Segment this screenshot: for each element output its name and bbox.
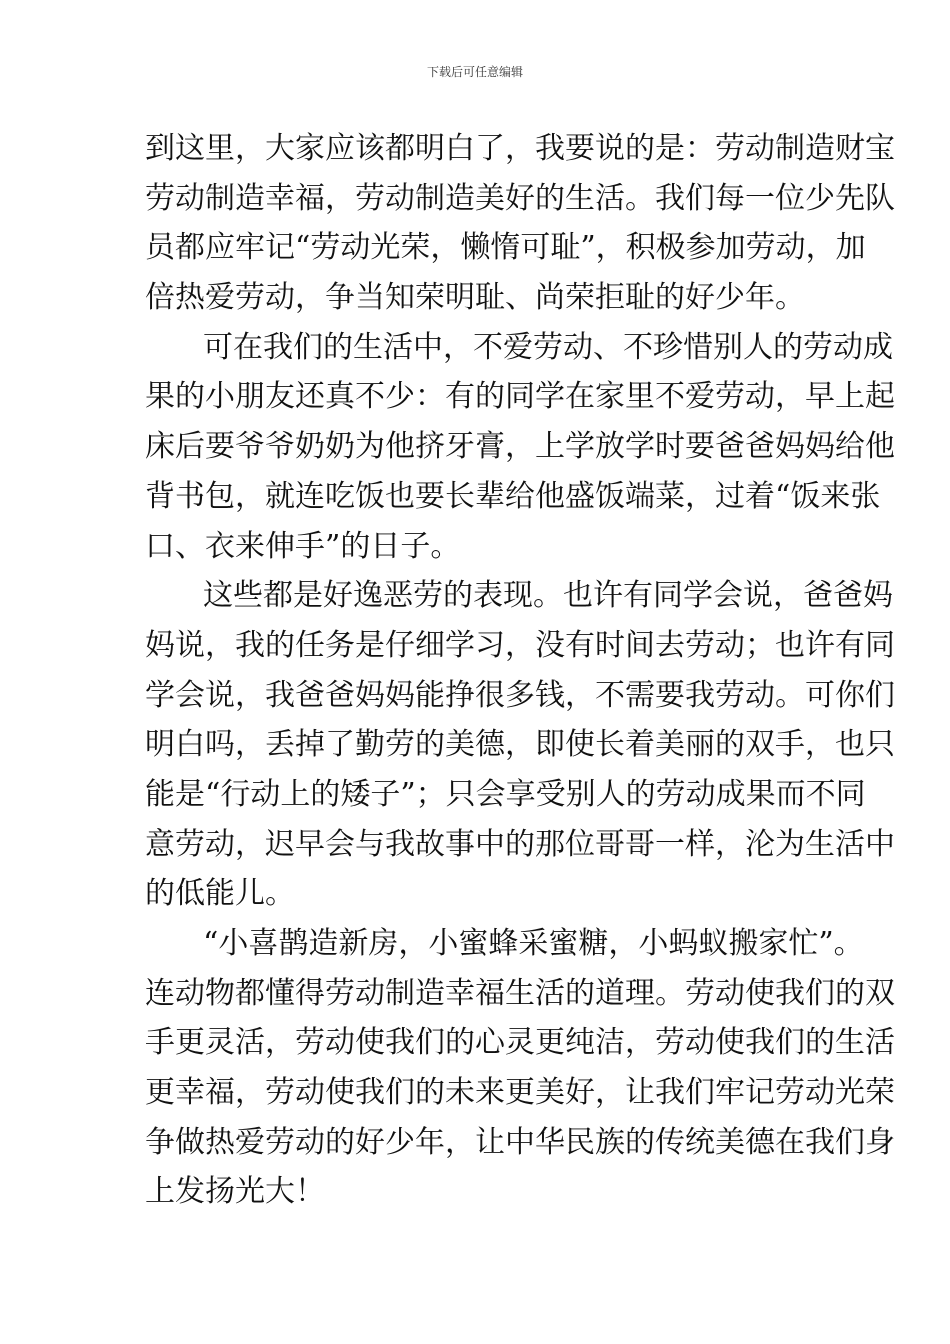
text-line: 学会说，我爸爸妈妈能挣很多钱，不需要我劳动。可你们 xyxy=(145,677,895,713)
text-line: 明白吗，丢掉了勤劳的美德，即使长着美丽的双手，也只 xyxy=(145,727,895,763)
text-line: 上发扬光大！ xyxy=(145,1174,325,1210)
text-line: 到这里，大家应该都明白了，我要说的是：劳动制造财宝 xyxy=(145,131,895,166)
paragraph-first-line: 这些都是好逸恶劳的表现。也许有同学会说，爸爸妈 xyxy=(203,578,893,614)
text-line: 手更灵活，劳动使我们的心灵更纯洁，劳动使我们的生活 xyxy=(145,1025,895,1061)
text-line: 背书包，就连吃饭也要长辈给他盛饭端菜，过着“饭来张 xyxy=(145,478,881,514)
document-body xyxy=(145,124,895,1217)
text-line: 床后要爷爷奶奶为他挤牙膏，上学放学时要爸爸妈妈给他 xyxy=(145,429,895,465)
text-line: 劳动制造幸福，劳动制造美好的生活。我们每一位少先队 xyxy=(145,180,895,216)
text-line: 的低能儿。 xyxy=(145,876,295,912)
text-line: 意劳动，迟早会与我故事中的那位哥哥一样，沦为生活中 xyxy=(145,826,895,862)
text-line: 果的小朋友还真不少：有的同学在家里不爱劳动，早上起 xyxy=(145,379,895,415)
text-line: 更幸福，劳动使我们的未来更美好，让我们牢记劳动光荣 xyxy=(145,1075,895,1111)
page-header: 下载后可任意编辑 xyxy=(426,65,523,79)
text-line: 能是“行动上的矮子”；只会享受别人的劳动成果而不同 xyxy=(145,776,866,812)
text-line: 连动物都懂得劳动制造幸福生活的道理。劳动使我们的双 xyxy=(145,975,895,1011)
text-line: 员都应牢记“劳动光荣，懒惰可耻”，积极参加劳动，加 xyxy=(145,230,866,266)
text-line: 争做热爱劳动的好少年，让中华民族的传统美德在我们身 xyxy=(145,1124,895,1160)
text-line: 倍热爱劳动，争当知荣明耻、尚荣拒耻的好少年。 xyxy=(145,280,805,316)
text-line: 妈说，我的任务是仔细学习，没有时间去劳动；也许有同 xyxy=(145,627,895,663)
paragraph-first-line: “小喜鹊造新房，小蜜蜂采蜜糖，小蚂蚁搬家忙”。 xyxy=(203,926,864,961)
text-line: 口、衣来伸手”的日子。 xyxy=(145,528,461,564)
paragraph-first-line: 可在我们的生活中，不爱劳动、不珍惜别人的劳动成 xyxy=(203,329,893,365)
